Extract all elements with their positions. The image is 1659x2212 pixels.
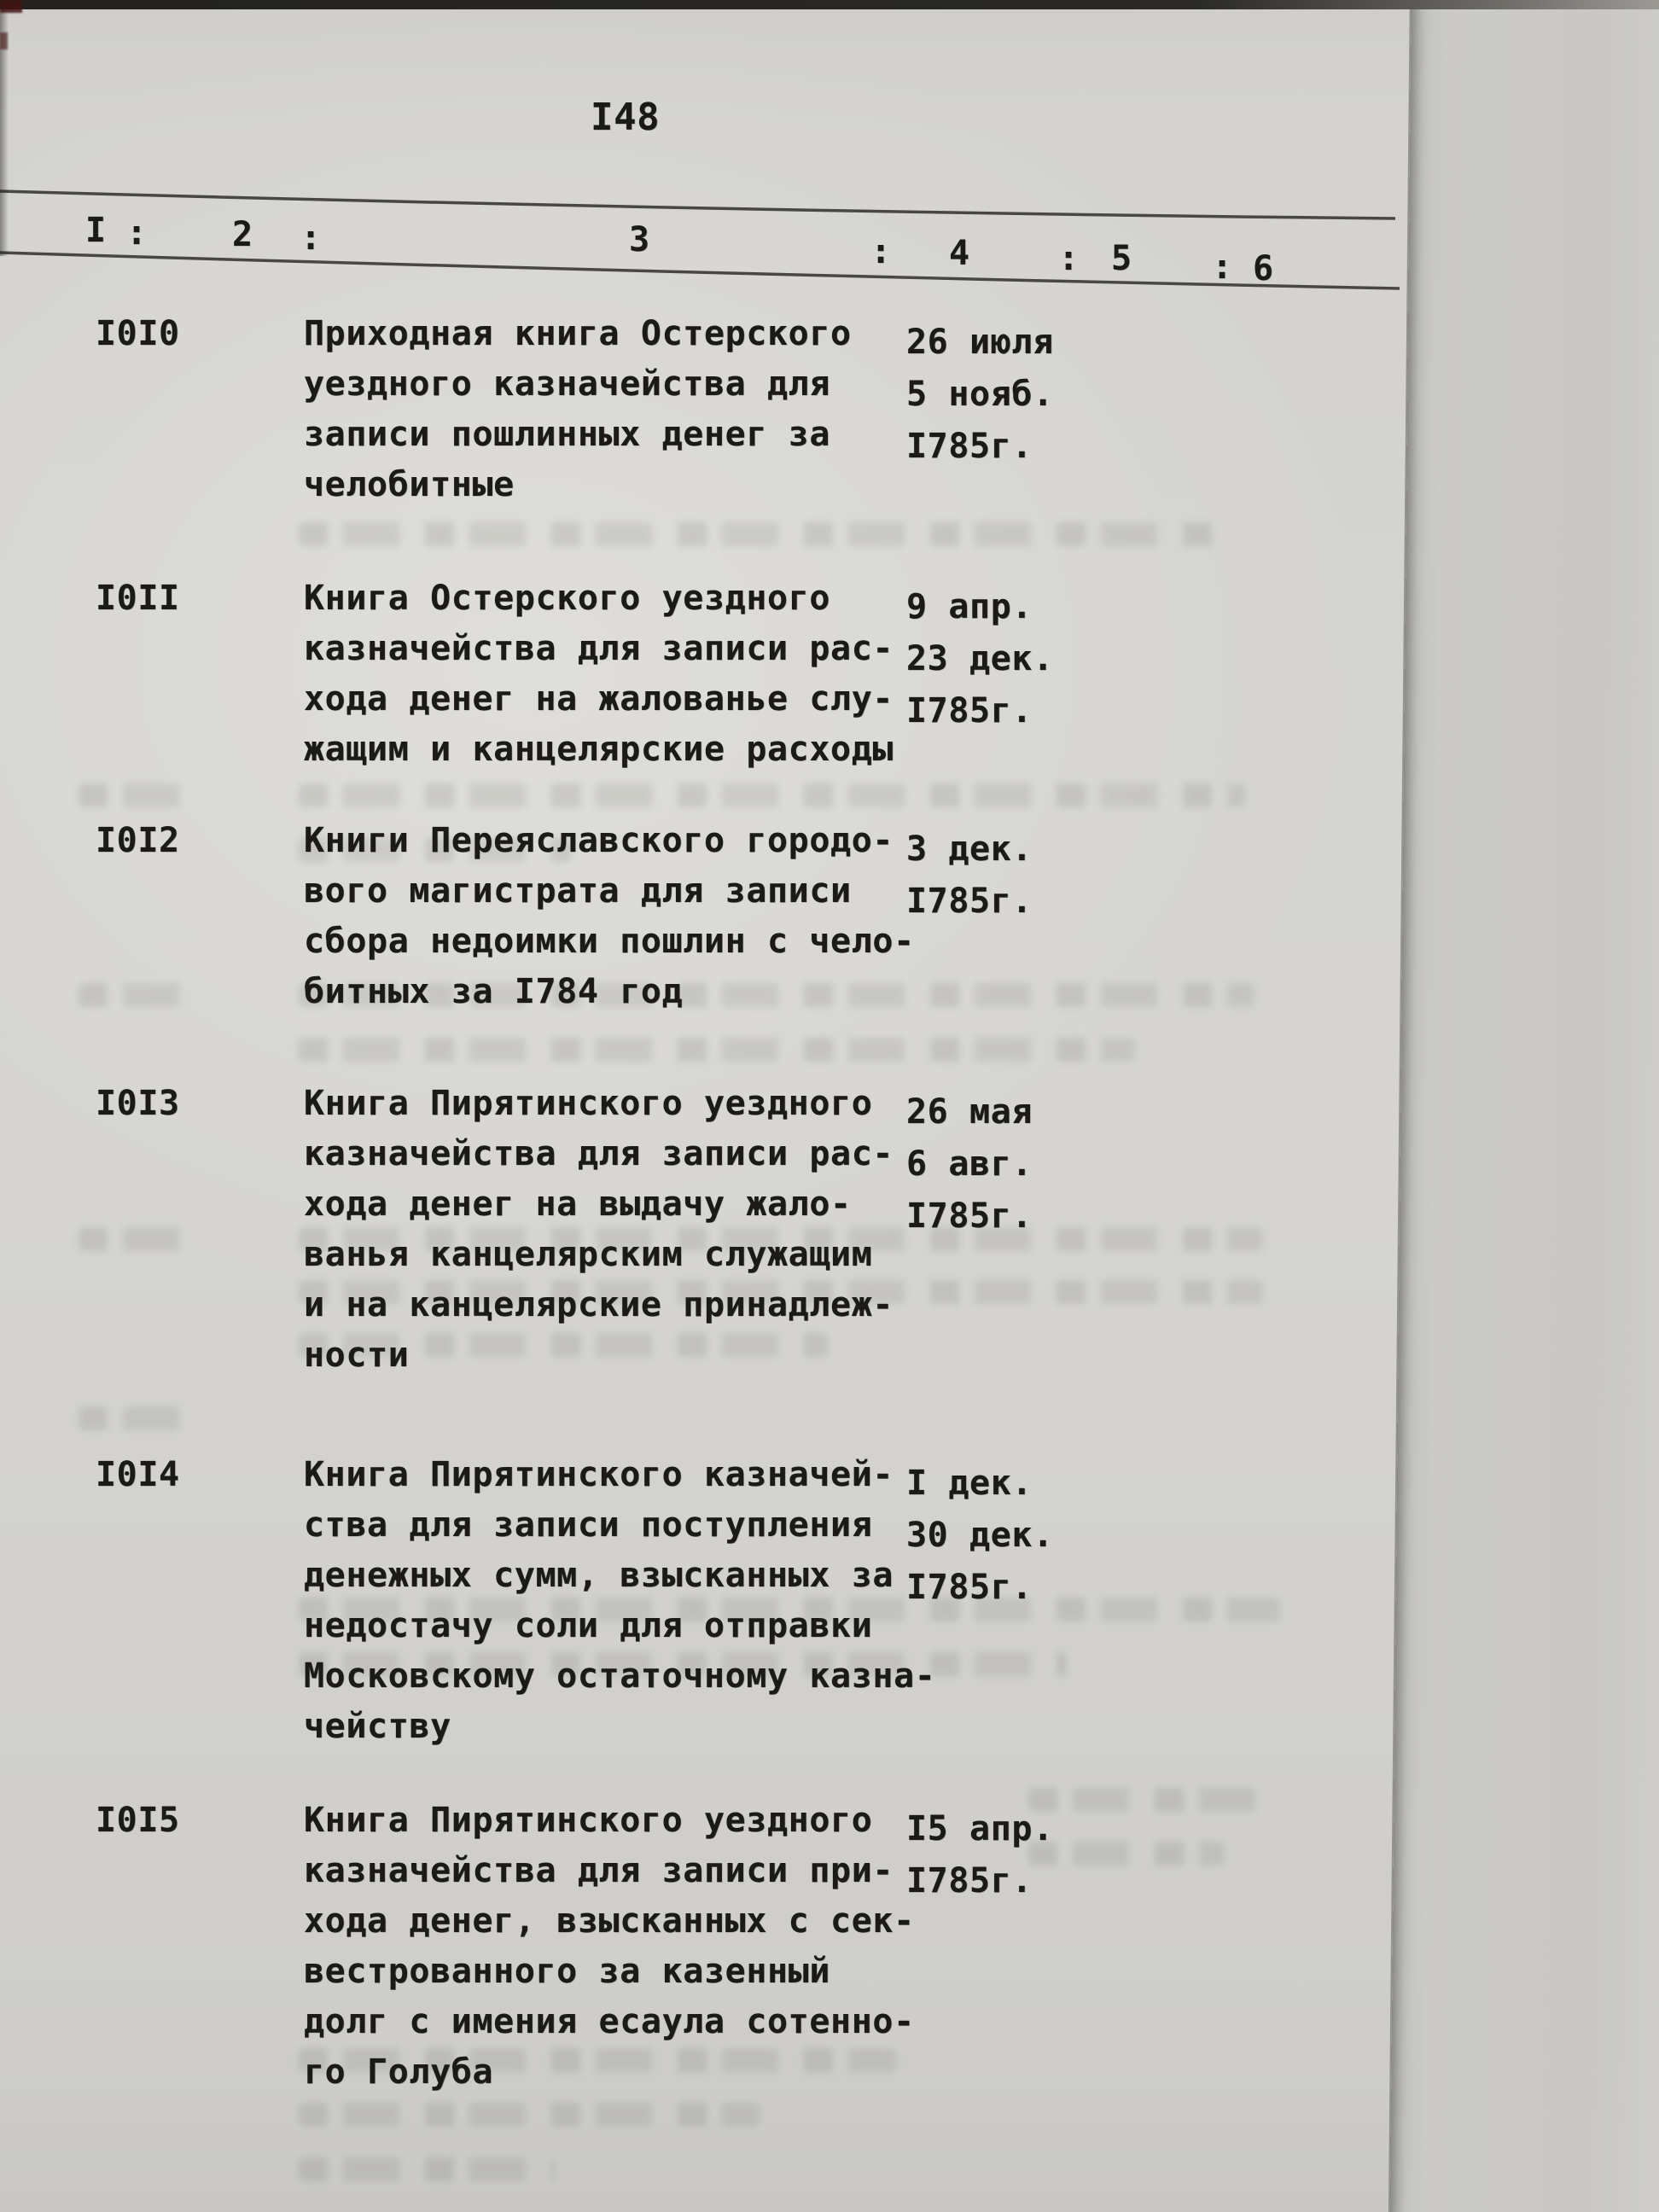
entry-date-line: I785г. — [906, 1861, 1033, 1901]
column-header-token: 6 — [1253, 249, 1274, 288]
entry-date-line: I5 апр. — [906, 1809, 1054, 1848]
column-separator: : — [870, 232, 892, 271]
entry-description-line: жащим и канцелярские расходы — [304, 730, 894, 769]
column-header-token: I — [85, 211, 107, 250]
entry-description-line: Книга Пирятинского казначей- — [304, 1455, 894, 1494]
entry-dates — [906, 323, 1196, 479]
photo-top-edge — [0, 0, 1659, 9]
entry-number: I0I5 — [96, 1801, 180, 1840]
entry-description-line: долг с имения есаула сотенно- — [304, 2002, 915, 2041]
entry-date-line: I785г. — [906, 691, 1033, 731]
entry-date-line: I785г. — [906, 1568, 1033, 1607]
entry-description-line: денежных сумм, взысканных за — [304, 1556, 894, 1595]
entry-description-line: казначейства для записи рас- — [304, 629, 894, 668]
entry-description-line: ванья канцелярским служащим — [304, 1235, 873, 1274]
entry-description-line: хода денег, взысканных с сек- — [304, 1901, 915, 1941]
entry-number: I0I3 — [96, 1084, 180, 1123]
entry-description-line: Московскому остаточному казна- — [304, 1656, 936, 1696]
entry-description-line: казначейства для записи рас- — [304, 1134, 894, 1173]
entry-date-line: 23 дек. — [906, 639, 1054, 678]
entry-number: I0II — [96, 579, 180, 618]
entry-description — [304, 314, 969, 515]
entry-description — [304, 821, 969, 1022]
entry-description-line: вестрованного за казенный — [304, 1952, 831, 1991]
entry-description-line: недостачу соли для отправки — [304, 1606, 873, 1645]
entry-number: I0I4 — [96, 1455, 180, 1494]
entry-description-line: Книга Остерского уездного — [304, 579, 831, 618]
entry-number: I0I2 — [96, 821, 180, 860]
entry-date-line: I785г. — [906, 427, 1033, 466]
entry-description-line: чейству — [304, 1707, 451, 1746]
entry-dates — [906, 1464, 1196, 1620]
entry-description — [304, 1801, 969, 2103]
column-header-token: 2 — [232, 215, 253, 254]
entry-date-line: 26 мая — [906, 1092, 1033, 1132]
entry-description-line: и на канцелярские принадлеж- — [304, 1285, 894, 1324]
entry-description-line: Приходная книга Остерского — [304, 314, 852, 353]
entry-description-line: ности — [304, 1336, 410, 1375]
entry-dates — [906, 1809, 1196, 1913]
entry-description-line: сбора недоимки пошлин с чело- — [304, 922, 915, 961]
entry-description-line: Книга Пирятинского уездного — [304, 1084, 873, 1123]
column-separator: : — [1058, 239, 1080, 278]
entry-number: I0I0 — [96, 314, 180, 353]
entry-date-line: I785г. — [906, 1196, 1033, 1236]
entry-description-line: битных за I784 год — [304, 972, 684, 1011]
entry-date-line: 3 дек. — [906, 830, 1033, 869]
entry-description-line: ства для записи поступления — [304, 1505, 873, 1545]
entry-date-line: 5 нояб. — [906, 375, 1054, 414]
column-header-token: 4 — [949, 234, 970, 273]
entry-description-line: Книги Переяславского городо- — [304, 821, 894, 860]
entry-dates — [906, 1092, 1196, 1249]
entry-date-line: 26 июля — [906, 323, 1054, 362]
entry-dates — [906, 587, 1196, 743]
entry-description-line: Книга Пирятинского уездного — [304, 1801, 873, 1840]
entry-description-line: хода денег на выдачу жало- — [304, 1185, 852, 1224]
entry-description — [304, 1455, 969, 1757]
entry-description-line: челобитные — [304, 465, 515, 504]
entry-description-line: казначейства для записи при- — [304, 1851, 894, 1890]
entry-description-line: записи пошлинных денег за — [304, 415, 831, 454]
corner-mark — [0, 0, 22, 13]
entry-description-line: вого магистрата для записи — [304, 871, 852, 911]
entry-description-line: хода денег на жалованье слу- — [304, 679, 894, 719]
corner-mark — [0, 32, 8, 49]
page-number: I48 — [591, 96, 661, 139]
entry-description-line: го Голуба — [304, 2052, 494, 2092]
entry-date-line: I дек. — [906, 1464, 1033, 1503]
entry-description — [304, 1084, 969, 1386]
entry-date-line: 30 дек. — [906, 1516, 1054, 1555]
column-separator: : — [1212, 247, 1233, 287]
entry-description — [304, 579, 969, 780]
entry-date-line: 9 апр. — [906, 587, 1033, 626]
entry-dates — [906, 830, 1196, 934]
column-separator: : — [126, 213, 148, 253]
column-header-token: 5 — [1111, 239, 1132, 278]
backing-page — [1388, 0, 1659, 2212]
entry-description-line: уездного казначейства для — [304, 364, 831, 404]
entry-date-line: 6 авг. — [906, 1144, 1033, 1184]
entry-date-line: I785г. — [906, 882, 1033, 921]
column-separator: : — [300, 218, 322, 258]
column-header-token: 3 — [629, 220, 650, 259]
